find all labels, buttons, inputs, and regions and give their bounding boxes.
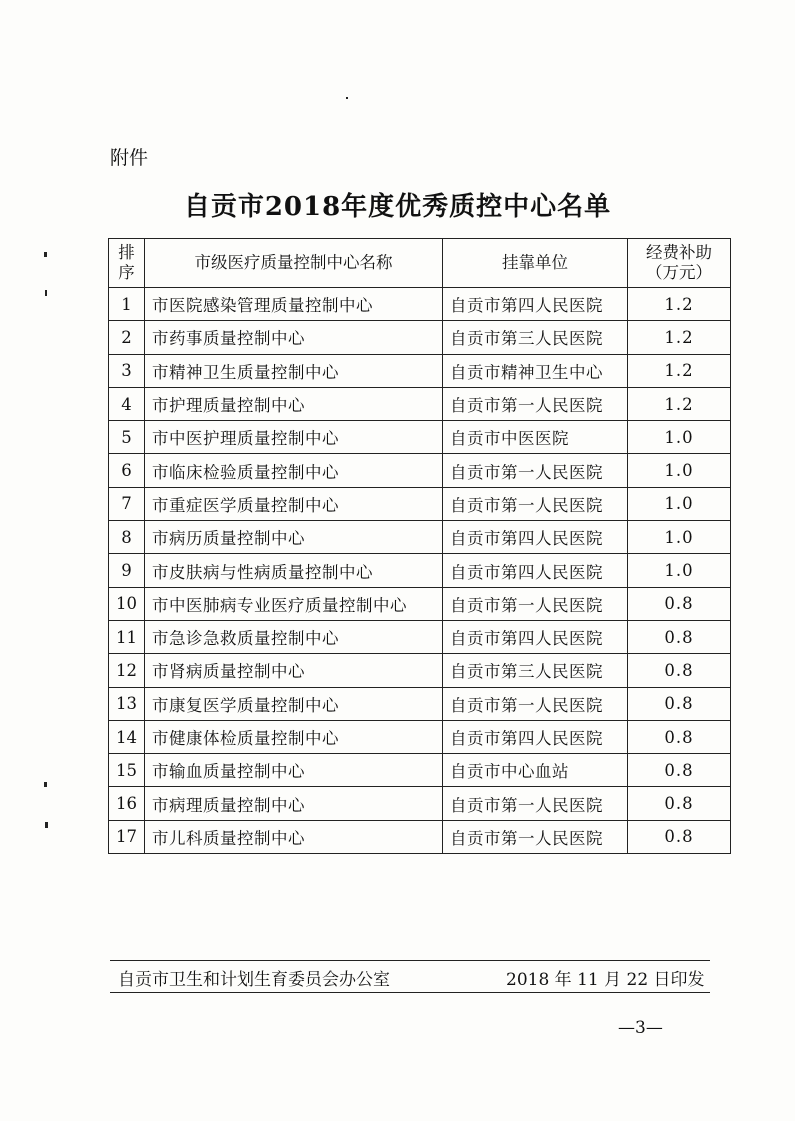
row-center-name: 市中医肺病专业医疗质量控制中心	[145, 587, 443, 620]
table-row	[109, 321, 731, 354]
row-funding: 1.0	[628, 554, 731, 587]
row-host-unit: 自贡市第三人民医院	[443, 321, 628, 354]
row-index: 14	[109, 720, 145, 753]
row-center-name: 市健康体检质量控制中心	[145, 720, 443, 753]
row-funding: 0.8	[628, 687, 731, 720]
row-index: 3	[109, 354, 145, 387]
row-funding: 1.0	[628, 421, 731, 454]
row-center-name: 市康复医学质量控制中心	[145, 687, 443, 720]
header-index	[109, 239, 145, 288]
table-row	[109, 521, 731, 554]
row-funding: 0.8	[628, 620, 731, 653]
row-center-name: 市儿科质量控制中心	[145, 820, 443, 853]
row-funding: 0.8	[628, 820, 731, 853]
table-row	[109, 421, 731, 454]
header-funding-line-2: （万元）	[646, 263, 712, 282]
row-index: 5	[109, 421, 145, 454]
header-funding	[628, 239, 731, 288]
table-header-row	[109, 239, 731, 288]
row-index: 11	[109, 620, 145, 653]
row-index: 12	[109, 654, 145, 687]
row-index: 13	[109, 687, 145, 720]
row-index: 2	[109, 321, 145, 354]
row-center-name: 市中医护理质量控制中心	[145, 421, 443, 454]
row-funding: 1.2	[628, 321, 731, 354]
attachment-label: 附件	[110, 147, 149, 169]
row-index: 16	[109, 787, 145, 820]
row-host-unit: 自贡市中心血站	[443, 754, 628, 787]
row-index: 10	[109, 587, 145, 620]
row-host-unit: 自贡市第四人民医院	[443, 620, 628, 653]
row-index: 9	[109, 554, 145, 587]
row-center-name: 市护理质量控制中心	[145, 387, 443, 420]
row-host-unit: 自贡市第四人民医院	[443, 288, 628, 321]
footer-divider-top	[110, 960, 710, 961]
scan-speck	[44, 782, 47, 787]
row-host-unit: 自贡市精神卫生中心	[443, 354, 628, 387]
row-host-unit: 自贡市第一人民医院	[443, 787, 628, 820]
header-host-unit: 挂靠单位	[443, 239, 628, 288]
row-index: 7	[109, 487, 145, 520]
row-center-name: 市重症医学质量控制中心	[145, 487, 443, 520]
page-number: —3—	[618, 1018, 663, 1038]
scan-speck	[45, 822, 48, 828]
table-body	[109, 288, 731, 854]
header-index-line-2: 序	[118, 263, 135, 282]
row-host-unit: 自贡市中医医院	[443, 421, 628, 454]
row-funding: 0.8	[628, 720, 731, 753]
table-row	[109, 354, 731, 387]
row-center-name: 市病历质量控制中心	[145, 521, 443, 554]
row-center-name: 市药事质量控制中心	[145, 321, 443, 354]
row-index: 6	[109, 454, 145, 487]
footer-divider-bottom	[110, 992, 710, 993]
row-index: 4	[109, 387, 145, 420]
row-host-unit: 自贡市第一人民医院	[443, 387, 628, 420]
row-center-name: 市病理质量控制中心	[145, 787, 443, 820]
row-host-unit: 自贡市第四人民医院	[443, 554, 628, 587]
table-row	[109, 820, 731, 853]
scan-speck	[346, 97, 348, 99]
header-funding-line-1: 经费补助	[646, 243, 712, 262]
row-host-unit: 自贡市第四人民医院	[443, 521, 628, 554]
row-host-unit: 自贡市第一人民医院	[443, 587, 628, 620]
header-center-name: 市级医疗质量控制中心名称	[145, 239, 443, 288]
row-host-unit: 自贡市第一人民医院	[443, 487, 628, 520]
table-row	[109, 454, 731, 487]
row-index: 8	[109, 521, 145, 554]
row-funding: 1.2	[628, 354, 731, 387]
row-host-unit: 自贡市第一人民医院	[443, 820, 628, 853]
quality-center-table	[108, 238, 731, 854]
row-center-name: 市医院感染管理质量控制中心	[145, 288, 443, 321]
table-row	[109, 720, 731, 753]
row-center-name: 市临床检验质量控制中心	[145, 454, 443, 487]
row-funding: 1.0	[628, 454, 731, 487]
row-funding: 1.2	[628, 387, 731, 420]
table-row	[109, 587, 731, 620]
table-row	[109, 554, 731, 587]
footer-date: 2018 年 11 月 22 日印发	[506, 970, 705, 990]
row-funding: 1.0	[628, 487, 731, 520]
table-row	[109, 288, 731, 321]
table-row	[109, 754, 731, 787]
row-host-unit: 自贡市第三人民医院	[443, 654, 628, 687]
row-host-unit: 自贡市第一人民医院	[443, 454, 628, 487]
row-host-unit: 自贡市第一人民医院	[443, 687, 628, 720]
row-center-name: 市精神卫生质量控制中心	[145, 354, 443, 387]
row-funding: 0.8	[628, 787, 731, 820]
table-row	[109, 687, 731, 720]
row-funding: 0.8	[628, 654, 731, 687]
row-index: 1	[109, 288, 145, 321]
footer-issuer: 自贡市卫生和计划生育委员会办公室	[118, 970, 390, 990]
scan-speck	[44, 252, 47, 257]
header-index-line-1: 排	[118, 243, 135, 262]
table-row	[109, 387, 731, 420]
row-funding: 1.2	[628, 288, 731, 321]
document-title: 自贡市2018年度优秀质控中心名单	[183, 192, 612, 222]
row-host-unit: 自贡市第四人民医院	[443, 720, 628, 753]
row-center-name: 市皮肤病与性病质量控制中心	[145, 554, 443, 587]
row-center-name: 市肾病质量控制中心	[145, 654, 443, 687]
table-row	[109, 654, 731, 687]
scan-speck	[45, 290, 47, 296]
row-center-name: 市急诊急救质量控制中心	[145, 620, 443, 653]
table-row	[109, 787, 731, 820]
row-index: 17	[109, 820, 145, 853]
row-funding: 0.8	[628, 587, 731, 620]
row-funding: 0.8	[628, 754, 731, 787]
row-index: 15	[109, 754, 145, 787]
table-row	[109, 620, 731, 653]
row-funding: 1.0	[628, 521, 731, 554]
table-row	[109, 487, 731, 520]
row-center-name: 市输血质量控制中心	[145, 754, 443, 787]
